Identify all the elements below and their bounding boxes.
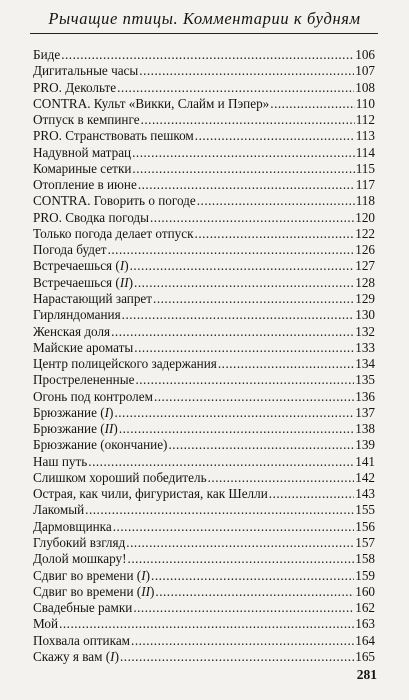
- toc-leader-dots: [218, 356, 354, 372]
- toc-entry: [33, 324, 375, 340]
- toc-entry: [33, 307, 375, 323]
- toc-entry-page: 130: [355, 307, 375, 323]
- toc-leader-dots: [151, 568, 354, 584]
- toc-entry-title: Комариные сетки: [33, 160, 132, 176]
- toc-entry: [33, 519, 375, 535]
- toc-entry-title: Нарастающий запрет: [33, 290, 153, 306]
- toc-entry-title: CONTRA. Культ «Викки, Слайм и Пэпер»: [33, 95, 270, 111]
- toc-entry-page: 133: [355, 339, 375, 355]
- toc-entry-page: 128: [355, 274, 375, 290]
- toc-leader-dots: [138, 177, 355, 193]
- toc-entry-page: 156: [355, 518, 375, 534]
- toc-entry: [33, 502, 375, 518]
- toc-leader-dots: [168, 437, 354, 453]
- toc-entry-title: PRO. Сводка погоды: [33, 209, 149, 225]
- toc-entry-page: 118: [355, 193, 375, 209]
- toc-entry-title: Глубокий взгляд: [33, 534, 126, 550]
- toc-leader-dots: [195, 128, 355, 144]
- toc-entry-title: Дармовщинка: [33, 518, 112, 534]
- toc-entry: [33, 600, 375, 616]
- toc-leader-dots: [120, 649, 354, 665]
- toc-entry-title: Центр полицейского задержания: [33, 356, 217, 372]
- toc-entry: [33, 649, 375, 665]
- toc-entry: [33, 389, 375, 405]
- toc-entry-page: 134: [355, 356, 375, 372]
- toc-entry-page: 141: [355, 453, 375, 469]
- toc-entry: [33, 145, 375, 161]
- toc-entry-title: Встречаешься (I): [33, 258, 129, 274]
- toc-entry-title: Встречаешься (II): [33, 274, 134, 290]
- toc-entry: [33, 80, 375, 96]
- toc-entry-title: Женская доля: [33, 323, 111, 339]
- toc-entry-page: 142: [355, 469, 375, 485]
- toc-entry-page: 132: [355, 323, 375, 339]
- toc-entry-page: 163: [355, 616, 375, 632]
- toc-leader-dots: [130, 258, 355, 274]
- toc-entry: [33, 340, 375, 356]
- toc-leader-dots: [135, 372, 354, 388]
- toc-entry-page: 127: [355, 258, 375, 274]
- toc-entry-page: 162: [355, 600, 375, 616]
- toc-entry: [33, 210, 375, 226]
- toc-leader-dots: [122, 307, 355, 323]
- toc-leader-dots: [117, 80, 354, 96]
- toc-leader-dots: [134, 275, 354, 291]
- toc-entry-page: 115: [355, 160, 375, 176]
- toc-entry: [33, 226, 375, 242]
- toc-leader-dots: [132, 161, 354, 177]
- toc-entry-page: 135: [355, 372, 375, 388]
- toc-entry-title: Сдвиг во времени (I): [33, 567, 151, 583]
- toc-entry-page: 106: [355, 47, 375, 62]
- toc-leader-dots: [114, 405, 354, 421]
- toc-entry-page: 129: [355, 290, 375, 306]
- toc-entry: [33, 193, 375, 209]
- toc-entry-title: Отпуск в кемпинге: [33, 112, 140, 128]
- toc-entry-title: Отопление в июне: [33, 177, 137, 193]
- toc-entry-page: 157: [355, 534, 375, 550]
- toc-entry: [33, 258, 375, 274]
- toc-entry-page: 155: [355, 502, 375, 518]
- toc-entry: [33, 405, 375, 421]
- toc-leader-dots: [153, 291, 354, 307]
- toc-leader-dots: [108, 242, 355, 258]
- toc-entry: [33, 275, 375, 291]
- toc-entry-page: 117: [355, 177, 375, 193]
- toc-entry: [33, 633, 375, 649]
- toc-entry-page: 139: [355, 437, 375, 453]
- toc-entry: [33, 551, 375, 567]
- toc-entry-page: 143: [355, 486, 375, 502]
- toc-entry-page: 126: [355, 242, 375, 258]
- toc-entry-page: 160: [355, 583, 375, 599]
- toc-entry-page: 122: [355, 225, 375, 241]
- toc-entry-title: Брюзжание (II): [33, 421, 118, 437]
- toc-leader-dots: [134, 340, 354, 356]
- toc-entry-title: Похвала оптикам: [33, 632, 131, 648]
- toc-entry-title: Брюзжание (I): [33, 404, 114, 420]
- toc-entry-title: Мой: [33, 616, 59, 632]
- toc-leader-dots: [154, 389, 354, 405]
- toc-entry-title: Гирляндомания: [33, 307, 121, 323]
- toc-entry-title: Только погода делает отпуск: [33, 225, 194, 241]
- page-number: 281: [356, 667, 377, 682]
- toc-entry: [33, 437, 375, 453]
- toc-entry: [33, 96, 375, 112]
- toc-entry-page: 137: [355, 404, 375, 420]
- toc-entry-title: Сдвиг во времени (II): [33, 583, 155, 599]
- toc-entry: [33, 47, 375, 63]
- toc-entry: [33, 470, 375, 486]
- toc-leader-dots: [270, 96, 354, 112]
- toc-entry-title: Погода будет: [33, 242, 107, 258]
- toc-entry: [33, 421, 375, 437]
- toc-entry: [33, 486, 375, 502]
- toc-entry-title: Дигитальные часы: [33, 63, 139, 79]
- toc-entry-page: 107: [355, 63, 375, 79]
- toc-leader-dots: [132, 145, 355, 161]
- toc-leader-dots: [131, 633, 354, 649]
- running-header: Рычащие птицы. Комментарии к будням: [48, 9, 361, 28]
- toc-leader-dots: [59, 616, 354, 632]
- toc-entry-page: 113: [355, 128, 375, 144]
- toc-entry: [33, 291, 375, 307]
- toc-entry: [33, 454, 375, 470]
- toc-leader-dots: [119, 421, 354, 437]
- toc-entry-title: Острая, как чили, фигуристая, как Шелли: [33, 486, 268, 502]
- toc-leader-dots: [269, 486, 354, 502]
- toc-entry: [33, 616, 375, 632]
- toc-entry: [33, 128, 375, 144]
- toc-entry-page: 165: [355, 648, 375, 664]
- toc-leader-dots: [128, 551, 355, 567]
- toc-leader-dots: [61, 47, 354, 63]
- toc-entry-title: Лакомый: [33, 502, 85, 518]
- toc-entry-page: 164: [355, 632, 375, 648]
- toc-entry-title: Брюзжание (окончание): [33, 437, 168, 453]
- toc-leader-dots: [141, 112, 355, 128]
- toc-leader-dots: [88, 454, 354, 470]
- toc-entry-title: Слишком хороший победитель: [33, 469, 207, 485]
- toc-entry: [33, 372, 375, 388]
- toc-entry-page: 112: [355, 112, 375, 128]
- toc-entry-page: 108: [355, 79, 375, 95]
- toc-entry: [33, 568, 375, 584]
- toc-entry: [33, 242, 375, 258]
- toc-entry-title: PRO. Декольте: [33, 79, 117, 95]
- toc-entry-title: Биде: [33, 47, 61, 62]
- toc-entry-page: 158: [355, 551, 375, 567]
- toc-leader-dots: [150, 210, 354, 226]
- toc-leader-dots: [139, 63, 354, 79]
- table-of-contents: [33, 47, 375, 665]
- toc-entry-title: Майские ароматы: [33, 339, 134, 355]
- toc-leader-dots: [208, 470, 355, 486]
- toc-entry-page: 159: [355, 567, 375, 583]
- toc-entry-title: Наш путь: [33, 453, 88, 469]
- toc-entry-title: Огонь под контролем: [33, 388, 153, 404]
- toc-entry-page: 120: [355, 209, 375, 225]
- toc-entry-title: Прострелененные: [33, 372, 135, 388]
- toc-entry-page: 110: [355, 95, 375, 111]
- toc-entry-title: CONTRA. Говорить о погоде: [33, 193, 196, 209]
- toc-entry: [33, 356, 375, 372]
- toc-entry-title: Скажу я вам (I): [33, 648, 119, 664]
- toc-entry: [33, 161, 375, 177]
- toc-entry: [33, 63, 375, 79]
- toc-leader-dots: [113, 519, 354, 535]
- header-rule: [30, 33, 378, 34]
- toc-leader-dots: [111, 324, 354, 340]
- toc-leader-dots: [85, 502, 354, 518]
- toc-entry-page: 136: [355, 388, 375, 404]
- toc-entry-page: 114: [355, 144, 375, 160]
- toc-entry: [33, 584, 375, 600]
- toc-entry-title: Свадебные рамки: [33, 600, 133, 616]
- toc-entry: [33, 177, 375, 193]
- toc-entry: [33, 535, 375, 551]
- toc-entry: [33, 112, 375, 128]
- toc-leader-dots: [197, 193, 355, 209]
- toc-leader-dots: [133, 600, 354, 616]
- toc-leader-dots: [155, 584, 354, 600]
- toc-leader-dots: [126, 535, 354, 551]
- toc-leader-dots: [195, 226, 355, 242]
- toc-entry-title: Надувной матрац: [33, 144, 132, 160]
- toc-entry-title: PRO. Странствовать пешком: [33, 128, 194, 144]
- toc-entry-title: Долой мошкару!: [33, 551, 127, 567]
- toc-entry-page: 138: [355, 421, 375, 437]
